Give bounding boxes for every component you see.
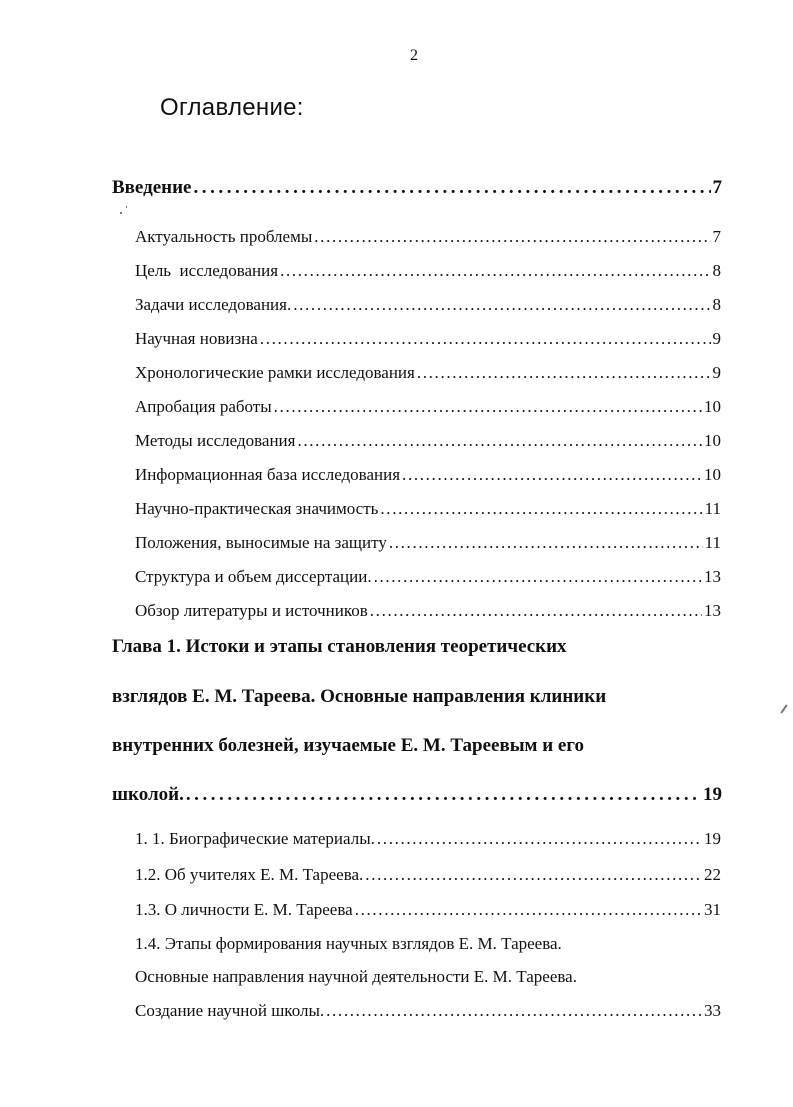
toc-subentry[interactable] (135, 397, 721, 417)
toc-subentry-page: 10 (704, 465, 721, 484)
toc-entry-page: 19 (703, 784, 722, 805)
toc-subentry[interactable] (135, 601, 721, 621)
dot-leader (377, 829, 702, 849)
scan-speck (126, 206, 127, 208)
dot-leader (293, 295, 710, 315)
toc-subentry[interactable] (135, 363, 721, 383)
toc-subentry-page: 8 (712, 295, 721, 314)
toc-subentry-page: 13 (704, 601, 721, 620)
toc-subentry-label: Хронологические рамки исследования (135, 363, 415, 382)
toc-subentry-page: 13 (704, 567, 721, 586)
toc-subentry[interactable] (135, 499, 721, 519)
dot-leader (260, 329, 711, 349)
toc-subentry-label: Научная новизна (135, 329, 258, 348)
page-number: 2 (410, 47, 418, 64)
dot-leader (194, 177, 711, 199)
toc-subentry-label: Структура и объем диссертации. (135, 567, 372, 586)
toc-subentry-page: 19 (704, 829, 721, 848)
dot-leader (297, 431, 702, 451)
dot-leader (402, 465, 702, 485)
toc-subentry-label: Методы исследования (135, 431, 296, 450)
toc-subentry-label: 1.3. О личности Е. М. Тареева (135, 900, 353, 919)
toc-entry-chapter-1[interactable] (112, 784, 722, 806)
scan-speck (120, 212, 122, 214)
toc-subentry[interactable] (135, 329, 721, 349)
toc-subentry-page: 22 (704, 865, 721, 884)
toc-subentry-page: 10 (704, 397, 721, 416)
dot-leader (370, 601, 702, 621)
chapter-title-line: взглядов Е. М. Тареева. Основные направления клиники (112, 686, 607, 707)
dot-leader (280, 261, 710, 281)
chapter-title-line: Глава 1. Истоки и этапы становления теоретических (112, 636, 567, 657)
toc-subentry-page: 9 (712, 329, 721, 348)
dot-leader (314, 227, 710, 247)
toc-subentry-label: Цель исследования (135, 261, 279, 280)
toc-subentry-label: Актуальность проблемы (135, 227, 313, 246)
toc-subentry[interactable] (135, 1001, 721, 1021)
toc-subentry-page: 11 (704, 499, 721, 518)
toc-subentry-label: Создание научной школы. (135, 1001, 325, 1020)
toc-subentry-label: 1. 1. Биографические материалы. (135, 829, 375, 848)
toc-entry-introduction[interactable] (112, 177, 722, 199)
toc-entry-label: Введение (112, 177, 192, 198)
toc-subentry-line: Основные направления научной деятельности Е. М. Тареева. (135, 967, 577, 986)
toc-entry-label: школой. (112, 784, 184, 805)
dot-leader (374, 567, 702, 587)
toc-subentry-label: Информационная база исследования (135, 465, 401, 484)
toc-subentry[interactable] (135, 431, 721, 451)
toc-subentry[interactable] (135, 829, 721, 849)
toc-title: Оглавление: (160, 94, 304, 121)
dot-leader (365, 865, 702, 885)
dot-leader (389, 533, 703, 553)
toc-subentry[interactable] (135, 900, 721, 920)
dot-leader (355, 900, 702, 920)
dot-leader (274, 397, 702, 417)
toc-subentry-label: Положения, выносимые на защиту (135, 533, 387, 552)
toc-subentry[interactable] (135, 465, 721, 485)
toc-subentry-label: 1.2. Об учителях Е. М. Тареева. (135, 865, 364, 884)
toc-subentry[interactable] (135, 865, 721, 885)
toc-subentry-label: Обзор литературы и источников (135, 601, 368, 620)
scan-speck (780, 704, 787, 713)
dot-leader (380, 499, 702, 519)
toc-entry-page: 7 (712, 177, 722, 198)
toc-subentry[interactable] (135, 533, 721, 553)
toc-subentry-page: 7 (712, 227, 721, 246)
toc-subentry[interactable] (135, 295, 721, 315)
dot-leader (417, 363, 711, 383)
toc-subentry-label: Апробация работы (135, 397, 272, 416)
toc-subentry-page: 9 (712, 363, 721, 382)
toc-subentry[interactable] (135, 261, 721, 281)
toc-subentry-label: Научно-практическая значимость (135, 499, 379, 518)
dot-leader (186, 784, 701, 806)
toc-subentry-page: 31 (704, 900, 721, 919)
toc-subentry-page: 11 (704, 533, 721, 552)
toc-subentry-label: Задачи исследования. (135, 295, 292, 314)
toc-subentry-line: 1.4. Этапы формирования научных взглядов Е. М. Тареева. (135, 934, 562, 953)
toc-subentry[interactable] (135, 567, 721, 587)
toc-subentry-page: 8 (712, 261, 721, 280)
toc-subentry[interactable] (135, 227, 721, 247)
dot-leader (326, 1001, 702, 1021)
toc-subentry-page: 33 (704, 1001, 721, 1020)
chapter-title-line: внутренних болезней, изучаемые Е. М. Тареевым и его (112, 735, 585, 756)
toc-subentry-page: 10 (704, 431, 721, 450)
